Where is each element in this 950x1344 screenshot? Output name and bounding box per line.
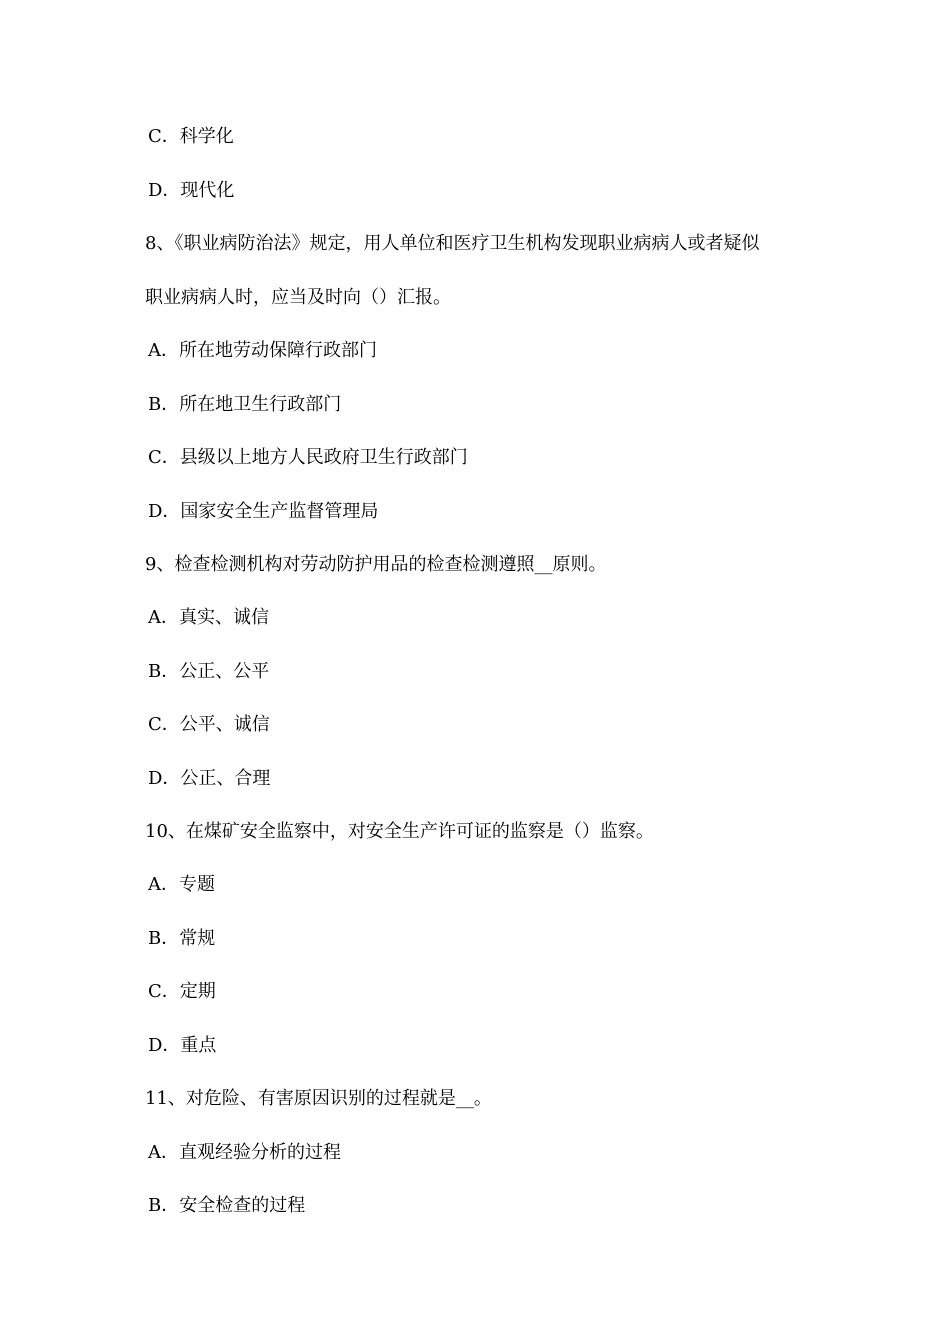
option-10a: A．专题: [148, 874, 215, 895]
option-9b: B．公正、公平: [148, 661, 270, 682]
option-9d: D．公正、合理: [148, 768, 271, 789]
option-11a: A．直观经验分析的过程: [148, 1142, 341, 1163]
option-10d: D．重点: [148, 1035, 217, 1056]
question-9: 9、检查检测机构对劳动防护用品的检查检测遵照__原则。: [145, 554, 607, 575]
option-10c: C．定期: [148, 981, 216, 1002]
option-8b: B．所在地卫生行政部门: [148, 394, 342, 415]
option-7d: D．现代化: [148, 180, 235, 201]
question-8: 8、《职业病防治法》规定，用人单位和医疗卫生机构发现职业病病人或者疑似: [145, 233, 760, 254]
question-10: 10、在煤矿安全监察中，对安全生产许可证的监察是（）监察。: [145, 821, 654, 842]
option-11b: B．安全检查的过程: [148, 1195, 306, 1216]
option-10b: B．常规: [148, 928, 216, 949]
option-8a: A．所在地劳动保障行政部门: [148, 340, 377, 361]
option-8c: C．县级以上地方人民政府卫生行政部门: [148, 447, 468, 468]
option-9c: C．公平、诚信: [148, 714, 270, 735]
option-9a: A．真实、诚信: [148, 607, 269, 628]
option-7c: C．科学化: [148, 126, 234, 147]
question-11: 11、对危险、有害原因识别的过程就是__。: [145, 1088, 492, 1109]
option-8d: D．国家安全生产监督管理局: [148, 501, 379, 522]
question-8-continued: 职业病病人时，应当及时向（）汇报。: [145, 287, 451, 308]
